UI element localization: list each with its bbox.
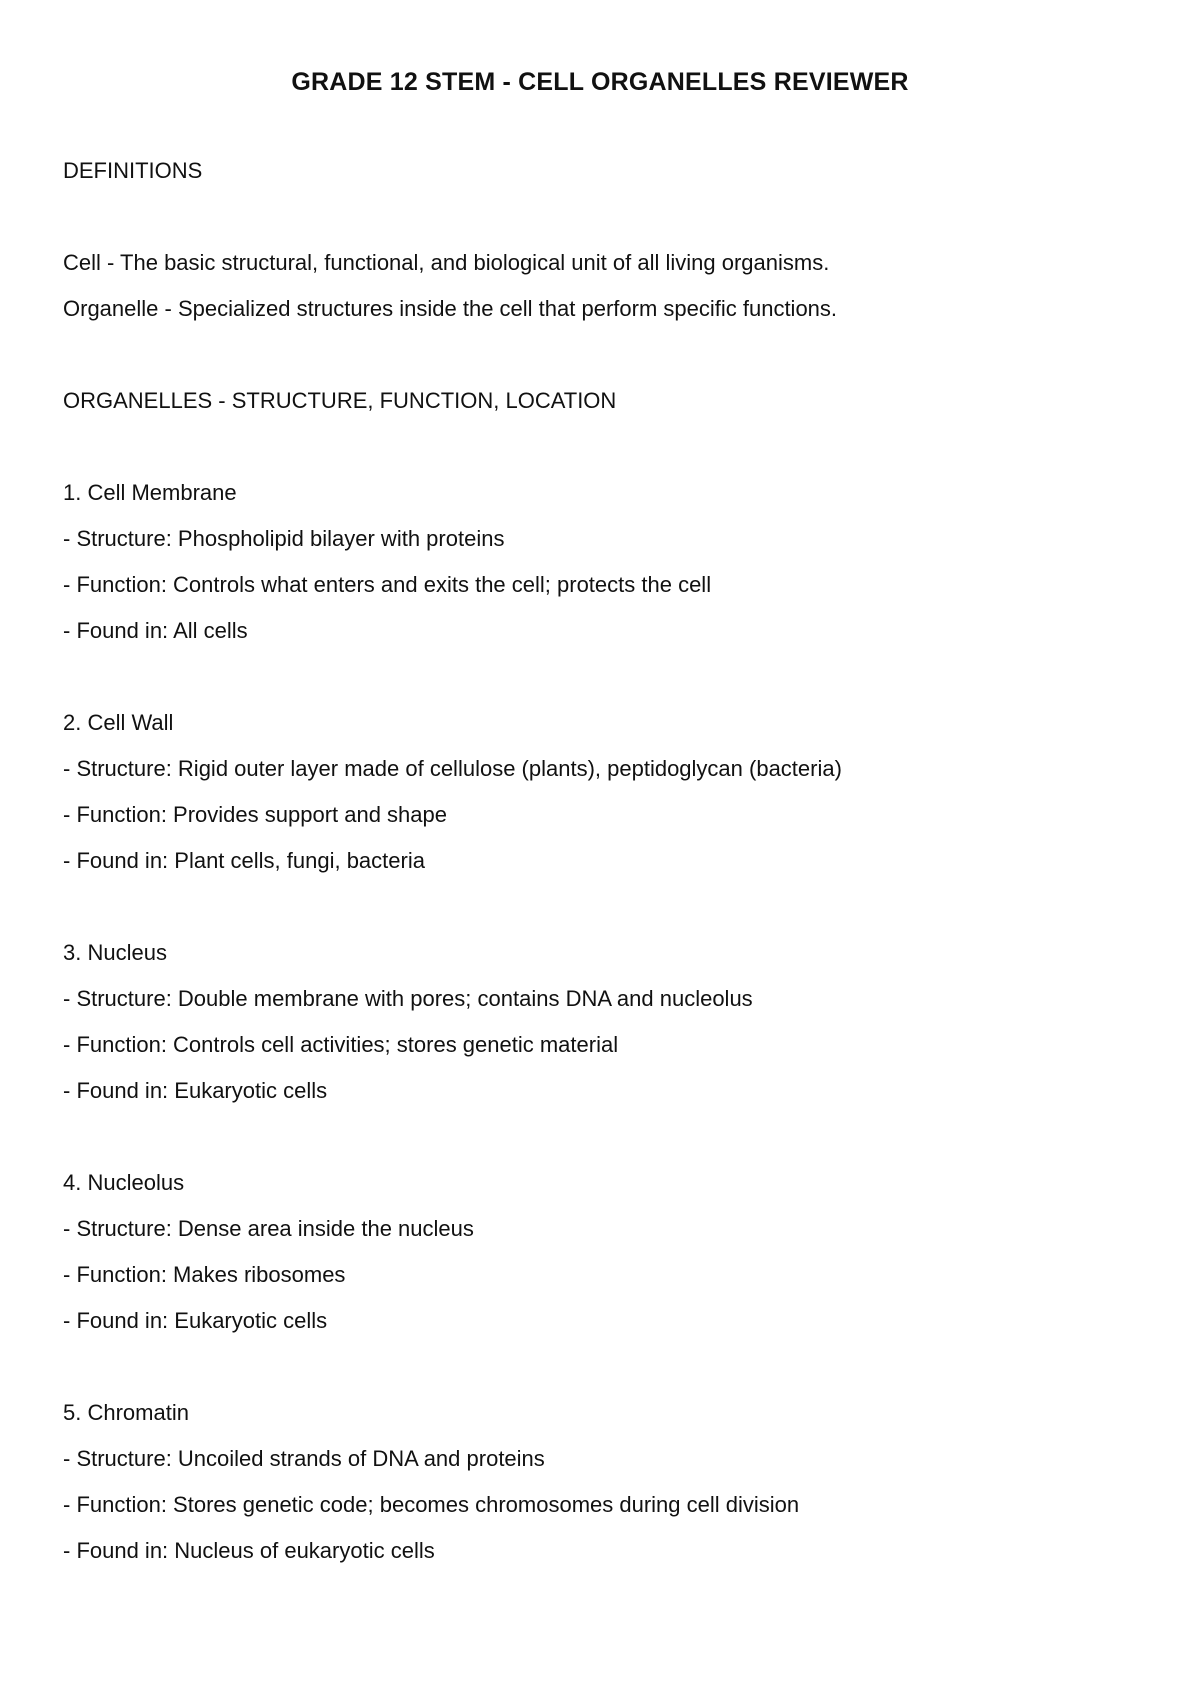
organelle-found-in: - Found in: All cells: [63, 618, 248, 643]
organelle-function: - Function: Controls what enters and exits the cell; protects the cell: [63, 572, 712, 597]
organelle-function: - Function: Controls cell activities; stores genetic material: [63, 1032, 619, 1057]
organelle-function: - Function: Provides support and shape: [63, 802, 448, 827]
organelle-structure: - Structure: Rigid outer layer made of cellulose (plants), peptidoglycan (bacteria): [63, 756, 842, 781]
organelle-entry-nucleus: [63, 930, 1143, 1114]
spacer: [63, 424, 1143, 470]
organelle-structure: - Structure: Double membrane with pores; contains DNA and nucleolus: [63, 986, 753, 1011]
spacer: [63, 884, 1143, 930]
organelle-found-in: - Found in: Plant cells, fungi, bacteria: [63, 848, 425, 873]
organelle-entry-chromatin: [63, 1390, 1143, 1574]
organelle-found-in: - Found in: Eukaryotic cells: [63, 1308, 328, 1333]
definition-organelle: Organelle - Specialized structures inside the cell that perform specific functions.: [63, 296, 838, 321]
organelle-function: - Function: Stores genetic code; becomes chromosomes during cell division: [63, 1492, 800, 1517]
organelle-entry-cell-wall: [63, 700, 1143, 884]
spacer: [63, 332, 1143, 378]
organelle-name: 3. Nucleus: [63, 940, 167, 965]
organelle-name: 4. Nucleolus: [63, 1170, 185, 1195]
definitions-heading: DEFINITIONS: [63, 158, 203, 183]
organelle-structure: - Structure: Dense area inside the nucleus: [63, 1216, 474, 1241]
organelle-found-in: - Found in: Nucleus of eukaryotic cells: [63, 1538, 435, 1563]
spacer: [63, 1344, 1143, 1390]
organelle-structure: - Structure: Phospholipid bilayer with proteins: [63, 526, 505, 551]
spacer: [63, 1114, 1143, 1160]
organelle-name: 1. Cell Membrane: [63, 480, 237, 505]
organelle-function: - Function: Makes ribosomes: [63, 1262, 346, 1287]
organelle-entry-cell-membrane: [63, 470, 1143, 654]
organelle-found-in: - Found in: Eukaryotic cells: [63, 1078, 328, 1103]
organelle-name: 2. Cell Wall: [63, 710, 174, 735]
spacer: [63, 654, 1143, 700]
definition-cell: Cell - The basic structural, functional, and biological unit of all living organisms.: [63, 250, 830, 275]
organelle-name: 5. Chromatin: [63, 1400, 189, 1425]
organelle-entry-nucleolus: [63, 1160, 1143, 1344]
spacer: [63, 194, 1143, 240]
organelle-structure: - Structure: Uncoiled strands of DNA and proteins: [63, 1446, 545, 1471]
organelles-heading: ORGANELLES - STRUCTURE, FUNCTION, LOCATION: [63, 388, 617, 413]
page-title: GRADE 12 STEM - CELL ORGANELLES REVIEWER: [291, 68, 909, 96]
document-body: [63, 148, 1143, 1574]
